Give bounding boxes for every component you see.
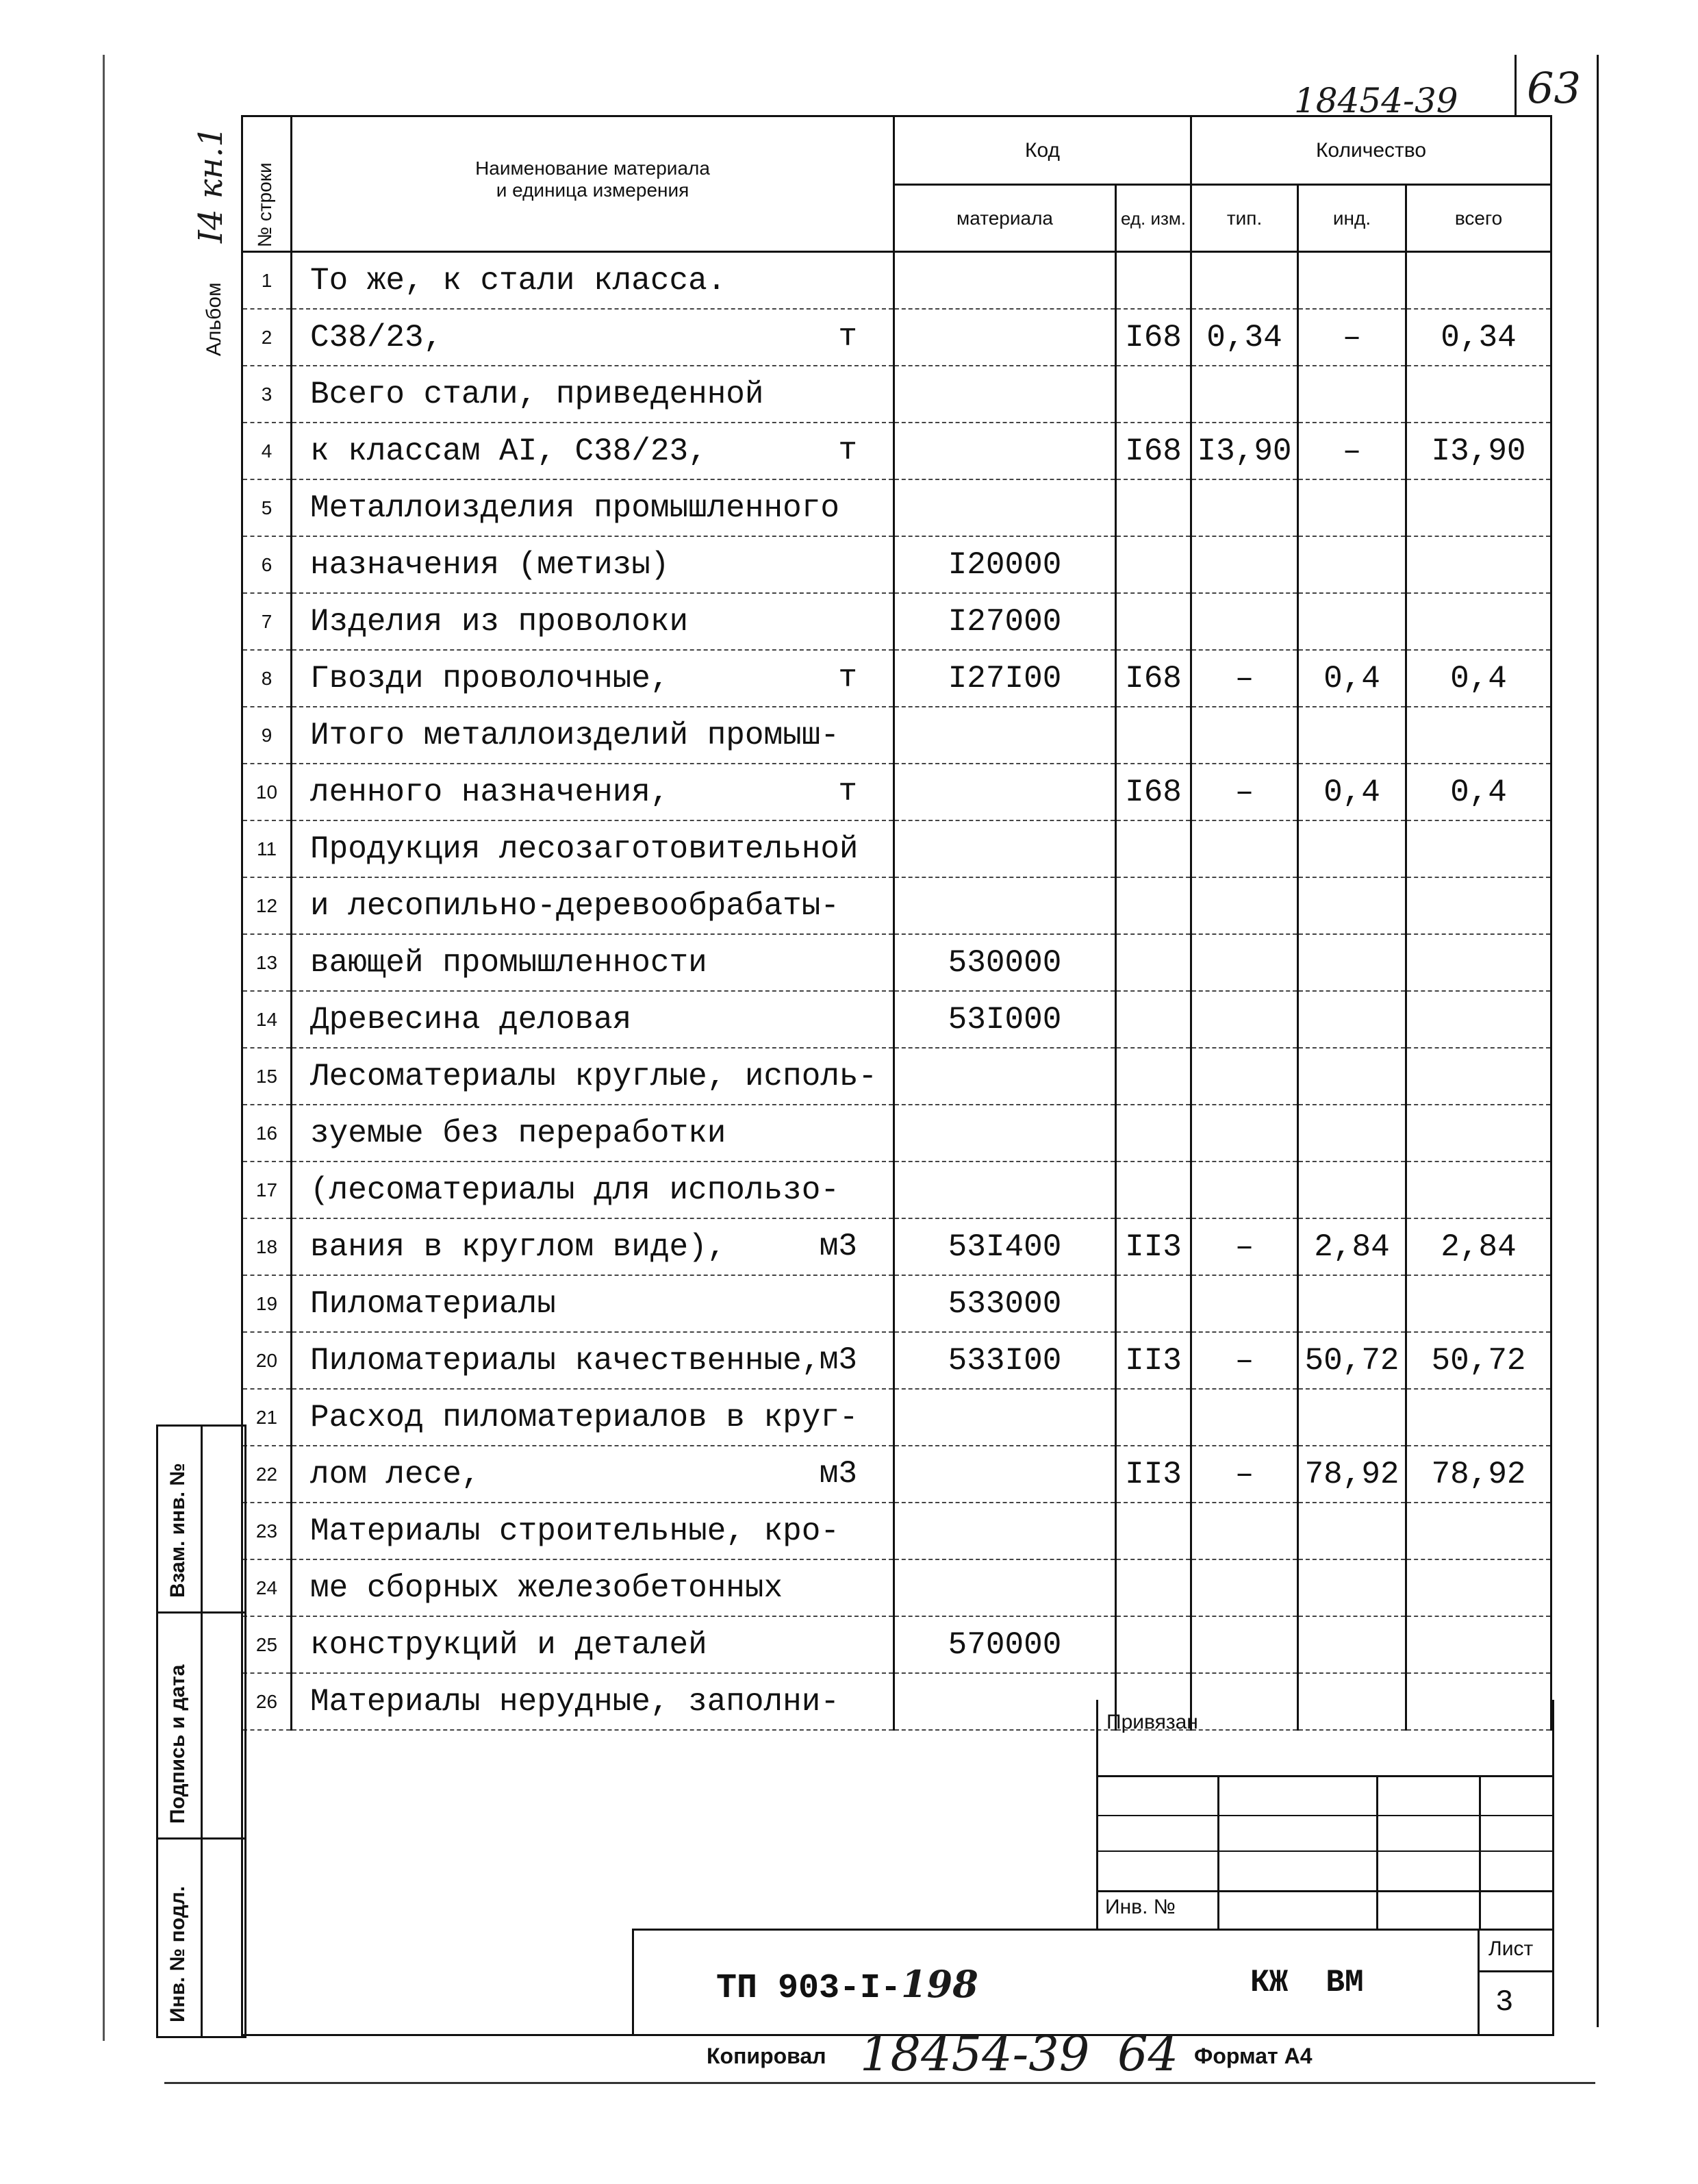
- material-name: [292, 593, 894, 650]
- page-number: 63: [1527, 63, 1581, 113]
- unit-code: [1116, 1105, 1191, 1162]
- row-number: 11: [242, 820, 292, 877]
- stamp-inv-podl: Инв. № подл.: [166, 1885, 189, 2022]
- row-number: 12: [242, 877, 292, 934]
- quantity-total: [1406, 934, 1551, 991]
- material-code: 533I00: [894, 1332, 1116, 1389]
- album-value: I4 кн.1: [192, 126, 230, 243]
- material-name-text: к классам АI, С38/23,: [310, 433, 707, 469]
- quantity-typ: –: [1191, 1332, 1298, 1389]
- row-number: 7: [242, 593, 292, 650]
- quantity-ind: [1298, 707, 1406, 764]
- row-number: 9: [242, 707, 292, 764]
- unit-code: I68: [1116, 423, 1191, 479]
- material-name-text: Материалы строительные, кро-: [310, 1513, 839, 1549]
- quantity-ind: 50,72: [1298, 1332, 1406, 1389]
- side-stamp: [156, 1424, 246, 2038]
- material-name-text: Всего стали, приведенной: [310, 376, 764, 412]
- material-code: I27000: [894, 593, 1116, 650]
- table-row: [242, 1275, 1551, 1332]
- quantity-total: [1406, 1389, 1551, 1446]
- material-name-text: То же, к стали класса.: [310, 262, 726, 299]
- quantity-ind: [1298, 366, 1406, 423]
- material-name: [292, 252, 894, 310]
- material-code: [894, 877, 1116, 934]
- quantity-typ: [1191, 1105, 1298, 1162]
- quantity-ind: [1298, 820, 1406, 877]
- unit-code: [1116, 479, 1191, 536]
- quantity-typ: [1191, 877, 1298, 934]
- title-block: [241, 1700, 1554, 2036]
- quantity-total: 2,84: [1406, 1218, 1551, 1275]
- row-no-header: № строки: [242, 116, 292, 252]
- quantity-typ: [1191, 366, 1298, 423]
- table-row: [242, 877, 1551, 934]
- quantity-ind: –: [1298, 423, 1406, 479]
- quantity-typ: [1191, 1162, 1298, 1218]
- sheet-value: 3: [1495, 1985, 1514, 2020]
- material-name-text: Пиломатериалы качественные,: [310, 1342, 821, 1379]
- quantity-total: [1406, 479, 1551, 536]
- row-number: 18: [242, 1218, 292, 1275]
- unit-code: [1116, 934, 1191, 991]
- material-name-text: Пиломатериалы: [310, 1285, 556, 1322]
- material-name-text: лом лесе,: [310, 1456, 481, 1492]
- row-number: 21: [242, 1389, 292, 1446]
- row-number: 23: [242, 1503, 292, 1559]
- quantity-total: [1406, 1105, 1551, 1162]
- stamp-podpis: Подпись и дата: [166, 1664, 189, 1824]
- doc-mark: КЖ ВМ: [1250, 1965, 1364, 2000]
- unit-code: I68: [1116, 764, 1191, 820]
- album-label: Альбом: [203, 282, 225, 356]
- table-row: [242, 309, 1551, 366]
- unit-code: [1116, 1162, 1191, 1218]
- quantity-ind: [1298, 877, 1406, 934]
- quantity-total: [1406, 1559, 1551, 1616]
- table-row: [242, 1162, 1551, 1218]
- unit-code: I68: [1116, 309, 1191, 366]
- row-number: 1: [242, 252, 292, 310]
- quantity-typ: [1191, 820, 1298, 877]
- material-code: [894, 309, 1116, 366]
- quantity-typ: [1191, 934, 1298, 991]
- material-name: [292, 366, 894, 423]
- material-code: [894, 1446, 1116, 1503]
- table-row: [242, 764, 1551, 820]
- material-code: I27I00: [894, 650, 1116, 707]
- quantity-total: 0,34: [1406, 309, 1551, 366]
- table-row: [242, 536, 1551, 593]
- material-code: [894, 1389, 1116, 1446]
- quantity-total: [1406, 1503, 1551, 1559]
- quantity-header: Количество: [1191, 116, 1551, 185]
- material-name: [292, 1503, 894, 1559]
- quantity-ind: [1298, 593, 1406, 650]
- row-number: 22: [242, 1446, 292, 1503]
- quantity-typ: [1191, 593, 1298, 650]
- table-row: [242, 423, 1551, 479]
- material-name-text: Продукция лесозаготовительной: [310, 831, 859, 867]
- material-name: [292, 1275, 894, 1332]
- inv-no-label: Инв. №: [1105, 1896, 1176, 1918]
- row-number: 5: [242, 479, 292, 536]
- unit-code: [1116, 536, 1191, 593]
- frame-right-line: [1597, 55, 1599, 2027]
- unit-code: [1116, 252, 1191, 310]
- quantity-ind: [1298, 1275, 1406, 1332]
- sheet-label: Лист: [1488, 1937, 1534, 1960]
- material-code: [894, 1503, 1116, 1559]
- unit-code: [1116, 593, 1191, 650]
- unit-code: [1116, 1048, 1191, 1105]
- quantity-total: [1406, 536, 1551, 593]
- quantity-ind: [1298, 991, 1406, 1048]
- material-name-text: ме сборных железобетонных: [310, 1570, 783, 1606]
- material-name: [292, 1332, 894, 1389]
- material-name-text: Изделия из проволоки: [310, 603, 689, 640]
- material-name-text: С38/23,: [310, 319, 443, 355]
- unit-code: I68: [1116, 650, 1191, 707]
- material-name: [292, 934, 894, 991]
- material-name: [292, 1218, 894, 1275]
- material-code: [894, 1048, 1116, 1105]
- table-row: [242, 1616, 1551, 1673]
- material-code: 530000: [894, 934, 1116, 991]
- material-code: [894, 252, 1116, 310]
- material-code: 570000: [894, 1616, 1116, 1673]
- material-code: 53I000: [894, 991, 1116, 1048]
- table-row: [242, 252, 1551, 310]
- quantity-ind: [1298, 1616, 1406, 1673]
- material-name-text: Итого металлоизделий промыш-: [310, 717, 839, 753]
- row-number: 3: [242, 366, 292, 423]
- row-number: 19: [242, 1275, 292, 1332]
- frame-bottom-line: [164, 2082, 1595, 2084]
- row-number: 16: [242, 1105, 292, 1162]
- unit-code: [1116, 1275, 1191, 1332]
- quantity-total: [1406, 877, 1551, 934]
- quantity-ind: 0,4: [1298, 764, 1406, 820]
- row-number: 6: [242, 536, 292, 593]
- table-row: [242, 1389, 1551, 1446]
- unit-code: II3: [1116, 1446, 1191, 1503]
- materials-table: [241, 115, 1552, 1731]
- quantity-total: 50,72: [1406, 1332, 1551, 1389]
- quantity-typ: [1191, 991, 1298, 1048]
- material-name-text: Расход пиломатериалов в круг-: [310, 1399, 859, 1435]
- unit-code: [1116, 707, 1191, 764]
- table-row: [242, 1503, 1551, 1559]
- material-name: [292, 423, 894, 479]
- unit-code: [1116, 1559, 1191, 1616]
- quantity-ind: [1298, 1503, 1406, 1559]
- quantity-typ: –: [1191, 650, 1298, 707]
- quantity-total: [1406, 593, 1551, 650]
- row-number: 4: [242, 423, 292, 479]
- row-number: 8: [242, 650, 292, 707]
- material-name-text: вания в круглом виде),: [310, 1229, 726, 1265]
- row-number: 13: [242, 934, 292, 991]
- row-number: 14: [242, 991, 292, 1048]
- material-name-text: вающей промышленности: [310, 944, 707, 981]
- name-header: Наименование материала и единица измерения: [292, 116, 894, 252]
- page-number-divider: [1515, 55, 1517, 116]
- row-number: 17: [242, 1162, 292, 1218]
- privyazan-label: Привязан: [1106, 1711, 1198, 1733]
- q-typ-header: тип.: [1191, 185, 1298, 252]
- table-row: [242, 934, 1551, 991]
- material-name: [292, 536, 894, 593]
- material-name: [292, 1389, 894, 1446]
- material-code: [894, 820, 1116, 877]
- unit-code: [1116, 991, 1191, 1048]
- table-row: [242, 1332, 1551, 1389]
- quantity-typ: [1191, 1048, 1298, 1105]
- material-name: [292, 1162, 894, 1218]
- frame-left-line: [103, 55, 105, 2041]
- material-code: 533000: [894, 1275, 1116, 1332]
- doc-designation: ТП 903-I-198: [716, 1962, 978, 2008]
- unit-code: [1116, 820, 1191, 877]
- table-row: [242, 593, 1551, 650]
- doc-number-hand: 198: [901, 1962, 978, 2006]
- code-unit-header: ед. изм.: [1116, 185, 1191, 252]
- quantity-total: [1406, 1616, 1551, 1673]
- quantity-typ: [1191, 536, 1298, 593]
- q-ind-header: инд.: [1298, 185, 1406, 252]
- material-name: [292, 764, 894, 820]
- material-name-text: Древесина деловая: [310, 1001, 632, 1038]
- quantity-typ: –: [1191, 1446, 1298, 1503]
- quantity-ind: [1298, 1048, 1406, 1105]
- row-number: 20: [242, 1332, 292, 1389]
- material-name-text: Материалы нерудные, заполни-: [310, 1683, 839, 1720]
- stamp-vzam-inv: Взам. инв. №: [166, 1463, 189, 1598]
- quantity-total: 78,92: [1406, 1446, 1551, 1503]
- material-name: [292, 1048, 894, 1105]
- material-name: [292, 707, 894, 764]
- table-row: [242, 366, 1551, 423]
- row-number: 26: [242, 1673, 292, 1730]
- quantity-typ: [1191, 1389, 1298, 1446]
- table-row: [242, 1048, 1551, 1105]
- unit-label: м3: [819, 1229, 857, 1264]
- code-material-header: материала: [894, 185, 1116, 252]
- quantity-total: 0,4: [1406, 764, 1551, 820]
- unit-label: т: [838, 319, 857, 355]
- table-row: [242, 991, 1551, 1048]
- quantity-typ: I3,90: [1191, 423, 1298, 479]
- quantity-typ: [1191, 1559, 1298, 1616]
- material-code: [894, 479, 1116, 536]
- quantity-typ: –: [1191, 1218, 1298, 1275]
- quantity-typ: –: [1191, 764, 1298, 820]
- material-name-text: зуемые без переработки: [310, 1115, 726, 1151]
- quantity-typ: [1191, 1503, 1298, 1559]
- row-number: 15: [242, 1048, 292, 1105]
- material-name: [292, 877, 894, 934]
- material-name-text: Лесоматериалы круглые, исполь-: [310, 1058, 878, 1094]
- quantity-ind: –: [1298, 309, 1406, 366]
- quantity-total: 0,4: [1406, 650, 1551, 707]
- table-row: [242, 820, 1551, 877]
- quantity-ind: [1298, 1162, 1406, 1218]
- material-name: [292, 479, 894, 536]
- material-code: [894, 764, 1116, 820]
- material-name-text: ленного назначения,: [310, 774, 670, 810]
- material-name: [292, 820, 894, 877]
- quantity-ind: [1298, 252, 1406, 310]
- quantity-ind: 2,84: [1298, 1218, 1406, 1275]
- quantity-ind: [1298, 479, 1406, 536]
- unit-label: м3: [819, 1456, 857, 1492]
- quantity-total: [1406, 707, 1551, 764]
- quantity-total: [1406, 252, 1551, 310]
- q-total-header: всего: [1406, 185, 1551, 252]
- material-name: [292, 1105, 894, 1162]
- unit-label: т: [838, 774, 857, 809]
- code-header: Код: [894, 116, 1191, 185]
- material-name-text: (лесоматериалы для использо-: [310, 1172, 839, 1208]
- format-label: Формат А4: [1194, 2044, 1313, 2068]
- unit-label: т: [838, 660, 857, 696]
- doc-code-top: 18454-39: [1294, 81, 1458, 121]
- row-number: 25: [242, 1616, 292, 1673]
- quantity-total: [1406, 366, 1551, 423]
- unit-code: II3: [1116, 1218, 1191, 1275]
- material-name-text: Металлоизделия промышленного: [310, 490, 839, 526]
- quantity-total: [1406, 1048, 1551, 1105]
- material-name-text: и лесопильно-деревообрабаты-: [310, 888, 839, 924]
- unit-label: м3: [819, 1342, 857, 1378]
- quantity-ind: 78,92: [1298, 1446, 1406, 1503]
- unit-code: II3: [1116, 1332, 1191, 1389]
- table-row: [242, 1218, 1551, 1275]
- unit-code: [1116, 1389, 1191, 1446]
- table-row: [242, 1559, 1551, 1616]
- unit-code: [1116, 366, 1191, 423]
- material-name: [292, 1446, 894, 1503]
- table-row: [242, 650, 1551, 707]
- copied-page: 64: [1117, 2026, 1179, 2082]
- quantity-ind: [1298, 1559, 1406, 1616]
- material-name: [292, 309, 894, 366]
- table-row: [242, 479, 1551, 536]
- quantity-ind: [1298, 934, 1406, 991]
- table-row: [242, 1446, 1551, 1503]
- material-name: [292, 1559, 894, 1616]
- row-number: 24: [242, 1559, 292, 1616]
- quantity-typ: [1191, 252, 1298, 310]
- quantity-total: [1406, 820, 1551, 877]
- unit-code: [1116, 1503, 1191, 1559]
- material-code: [894, 707, 1116, 764]
- table-row: [242, 1105, 1551, 1162]
- quantity-ind: [1298, 1105, 1406, 1162]
- material-name-text: Гвозди проволочные,: [310, 660, 670, 696]
- unit-label: т: [838, 433, 857, 468]
- copied-label: Копировал: [707, 2044, 826, 2068]
- row-number: 10: [242, 764, 292, 820]
- quantity-typ: [1191, 707, 1298, 764]
- quantity-total: I3,90: [1406, 423, 1551, 479]
- quantity-typ: 0,34: [1191, 309, 1298, 366]
- quantity-ind: 0,4: [1298, 650, 1406, 707]
- unit-code: [1116, 1616, 1191, 1673]
- quantity-total: [1406, 1162, 1551, 1218]
- row-number: 2: [242, 309, 292, 366]
- material-name-text: конструкций и деталей: [310, 1627, 707, 1663]
- quantity-typ: [1191, 1275, 1298, 1332]
- quantity-ind: [1298, 1389, 1406, 1446]
- material-code: 53I400: [894, 1218, 1116, 1275]
- quantity-total: [1406, 1275, 1551, 1332]
- material-code: [894, 1105, 1116, 1162]
- material-code: [894, 423, 1116, 479]
- quantity-ind: [1298, 536, 1406, 593]
- quantity-total: [1406, 991, 1551, 1048]
- material-code: I20000: [894, 536, 1116, 593]
- material-name: [292, 650, 894, 707]
- material-name: [292, 1616, 894, 1673]
- quantity-typ: [1191, 1616, 1298, 1673]
- quantity-typ: [1191, 479, 1298, 536]
- material-code: [894, 1162, 1116, 1218]
- unit-code: [1116, 877, 1191, 934]
- table-row: [242, 707, 1551, 764]
- material-code: [894, 366, 1116, 423]
- material-name-text: назначения (метизы): [310, 547, 670, 583]
- material-name: [292, 991, 894, 1048]
- material-code: [894, 1559, 1116, 1616]
- copied-code: 18454-39: [860, 2026, 1090, 2082]
